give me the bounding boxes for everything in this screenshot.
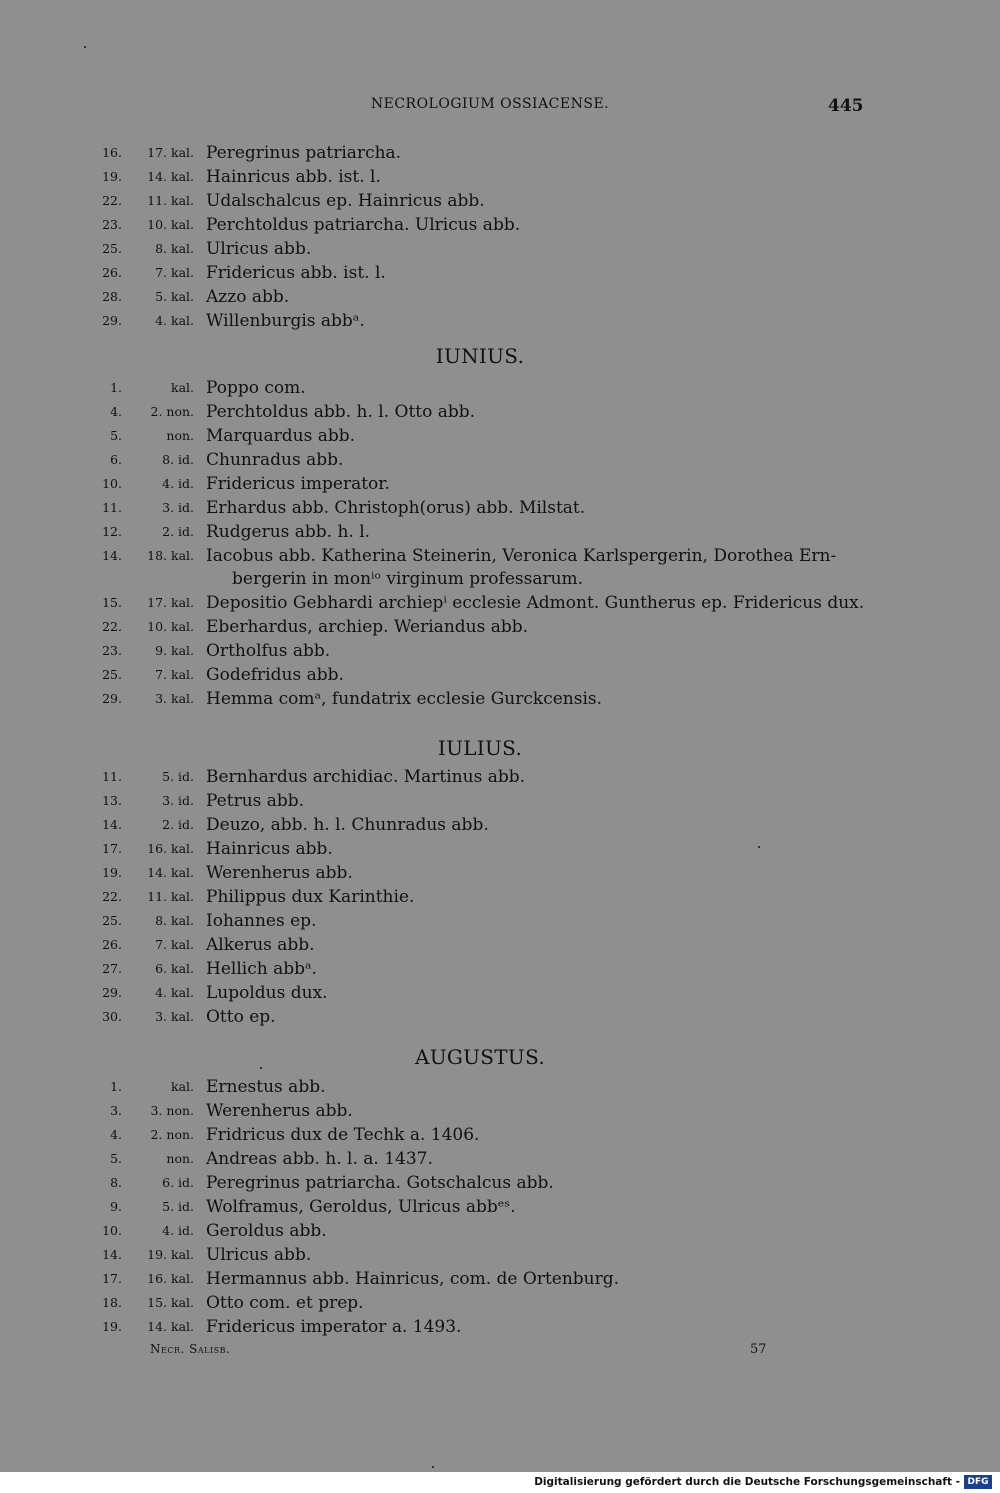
entry-day: 19. <box>102 169 122 184</box>
entry-day: 29. <box>102 691 122 706</box>
entry-day: 22. <box>102 889 122 904</box>
entry-day: 16. <box>102 145 122 160</box>
entry-day: 25. <box>102 241 122 256</box>
entry-text: Godefridus abb. <box>206 665 344 685</box>
entry-roman-date: 3. kal. <box>155 691 194 706</box>
entry-roman-date: 7. kal. <box>155 937 194 952</box>
entry-text: Ortholfus abb. <box>206 641 331 661</box>
entry-text: Otto ep. <box>206 1007 276 1027</box>
scan-speck <box>84 46 86 48</box>
entry-text: Erhardus abb. Christoph(orus) abb. Milstat. <box>206 498 586 518</box>
entry-text: Iohannes ep. <box>206 911 317 931</box>
entry-text: Fridericus abb. ist. l. <box>206 263 386 283</box>
entry-roman-date: 18. kal. <box>147 548 194 563</box>
entry-roman-date: 2. id. <box>162 524 194 539</box>
entry-day: 10. <box>102 476 122 491</box>
entry-text: Eberhardus, archiep. Weriandus abb. <box>206 617 529 637</box>
entry-text: Peregrinus patriarcha. Gotschalcus abb. <box>206 1173 554 1193</box>
entry-day: 8. <box>110 1175 122 1190</box>
entry-day: 25. <box>102 667 122 682</box>
entry-day: 5. <box>110 428 122 443</box>
entry-day: 23. <box>102 217 122 232</box>
entry-text: Petrus abb. <box>206 791 305 811</box>
entry-roman-date: 4. id. <box>162 1223 194 1238</box>
entry-text: Hellich abbᵃ. <box>206 959 317 979</box>
entry-roman-date: non. <box>166 1151 194 1166</box>
entry-day: 22. <box>102 193 122 208</box>
entry-text: Udalschalcus ep. Hainricus abb. <box>206 191 485 211</box>
entry-roman-date: 5. id. <box>162 1199 194 1214</box>
entry-text: Wolframus, Geroldus, Ulricus abbᵉˢ. <box>206 1197 516 1217</box>
entry-text <box>206 545 866 591</box>
entry-roman-date: 8. kal. <box>155 913 194 928</box>
entry-text: Andreas abb. h. l. a. 1437. <box>206 1149 433 1169</box>
entry-text: Werenherus abb. <box>206 863 353 883</box>
entry-roman-date: 14. kal. <box>147 865 194 880</box>
entry-day: 4. <box>110 1127 122 1142</box>
entry-day: 10. <box>102 1223 122 1238</box>
entry-roman-date: 2. non. <box>150 1127 194 1142</box>
entry-roman-date: 2. non. <box>150 404 194 419</box>
entry-text: Geroldus abb. <box>206 1221 327 1241</box>
entry-text-continuation: bergerin in monⁱᵒ virginum professarum. <box>232 569 584 589</box>
entry-roman-date: 9. kal. <box>155 643 194 658</box>
entry-text: Perchtoldus abb. h. l. Otto abb. <box>206 402 476 422</box>
entry-text: Werenherus abb. <box>206 1101 353 1121</box>
entry-day: 11. <box>102 769 122 784</box>
entry-day: 15. <box>102 595 122 610</box>
entry-roman-date: 14. kal. <box>147 1319 194 1334</box>
entry-roman-date: 14. kal. <box>147 169 194 184</box>
entry-text: Willenburgis abbᵃ. <box>206 311 365 331</box>
entry-day: 22. <box>102 619 122 634</box>
entry-day: 23. <box>102 643 122 658</box>
dfg-logo-icon: DFG <box>964 1475 992 1489</box>
entry-roman-date: 16. kal. <box>147 1271 194 1286</box>
entry-roman-date: 3. kal. <box>155 1009 194 1024</box>
entry-roman-date: 3. id. <box>162 500 194 515</box>
entry-day: 4. <box>110 404 122 419</box>
entry-day: 3. <box>110 1103 122 1118</box>
entry-day: 19. <box>102 865 122 880</box>
entry-text: Poppo com. <box>206 378 306 398</box>
entry-text: Ulricus abb. <box>206 1245 312 1265</box>
entry-roman-date: kal. <box>171 1079 194 1094</box>
entry-roman-date: 5. id. <box>162 769 194 784</box>
entry-day: 14. <box>102 548 122 563</box>
entry-roman-date: 4. id. <box>162 476 194 491</box>
month-heading: IULIUS. <box>437 736 523 760</box>
entry-roman-date: 3. non. <box>150 1103 194 1118</box>
entry-day: 9. <box>110 1199 122 1214</box>
entry-text: Deuzo, abb. h. l. Chunradus abb. <box>206 815 489 835</box>
entry-day: 30. <box>102 1009 122 1024</box>
entry-roman-date: 7. kal. <box>155 667 194 682</box>
entry-text: Azzo abb. <box>206 287 290 307</box>
scan-speck <box>758 846 760 848</box>
entry-text: Hainricus abb. ist. l. <box>206 167 381 187</box>
entry-roman-date: 19. kal. <box>147 1247 194 1262</box>
entry-day: 19. <box>102 1319 122 1334</box>
entry-day: 18. <box>102 1295 122 1310</box>
entry-day: 11. <box>102 500 122 515</box>
entry-roman-date: 2. id. <box>162 817 194 832</box>
entry-roman-date: non. <box>166 428 194 443</box>
entry-text: Hermannus abb. Hainricus, com. de Ortenburg. <box>206 1269 620 1289</box>
entry-roman-date: 8. kal. <box>155 241 194 256</box>
entry-text: Fridricus dux de Techk a. 1406. <box>206 1125 480 1145</box>
entry-roman-date: 6. kal. <box>155 961 194 976</box>
running-title: NECROLOGIUM OSSIACENSE. <box>370 96 610 112</box>
entry-day: 17. <box>102 841 122 856</box>
entry-day: 5. <box>110 1151 122 1166</box>
footer-sheet-number: 57 <box>750 1342 767 1357</box>
entry-text: Hainricus abb. <box>206 839 333 859</box>
entry-day: 1. <box>110 380 122 395</box>
entry-text: Ernestus abb. <box>206 1077 326 1097</box>
entry-day: 29. <box>102 985 122 1000</box>
entry-text: Fridericus imperator. <box>206 474 390 494</box>
entry-day: 26. <box>102 937 122 952</box>
entry-text: Peregrinus patriarcha. <box>206 143 402 163</box>
entry-text: Otto com. et prep. <box>206 1293 364 1313</box>
entry-day: 27. <box>102 961 122 976</box>
entry-roman-date: 3. id. <box>162 793 194 808</box>
entry-day: 6. <box>110 452 122 467</box>
entry-text-line: Iacobus abb. Katherina Steinerin, Veronica Karlspergerin, Dorothea Ern- <box>206 546 837 566</box>
entry-day: 17. <box>102 1271 122 1286</box>
entry-day: 29. <box>102 313 122 328</box>
scan-speck <box>432 1466 434 1468</box>
entry-roman-date: 4. kal. <box>155 313 194 328</box>
entry-roman-date: 5. kal. <box>155 289 194 304</box>
entry-text: Fridericus imperator a. 1493. <box>206 1317 462 1337</box>
entry-roman-date: 7. kal. <box>155 265 194 280</box>
entry-text: Rudgerus abb. h. l. <box>206 522 371 542</box>
footer-signature: Necr. Salisb. <box>150 1342 231 1356</box>
entry-text: Hemma comᵃ, fundatrix ecclesie Gurckcensis. <box>206 689 603 709</box>
entry-roman-date: 17. kal. <box>147 145 194 160</box>
entry-roman-date: 10. kal. <box>147 619 194 634</box>
entry-day: 26. <box>102 265 122 280</box>
entry-roman-date: 10. kal. <box>147 217 194 232</box>
entry-text: Perchtoldus patriarcha. Ulricus abb. <box>206 215 521 235</box>
entry-roman-date: 16. kal. <box>147 841 194 856</box>
entry-day: 14. <box>102 817 122 832</box>
entry-roman-date: 11. kal. <box>147 889 194 904</box>
entry-roman-date: 11. kal. <box>147 193 194 208</box>
entry-roman-date: 4. kal. <box>155 985 194 1000</box>
page-number: 445 <box>828 96 864 116</box>
month-heading: AUGUSTUS. <box>414 1045 546 1069</box>
dfg-banner <box>0 1472 1000 1493</box>
entry-text: Chunradus abb. <box>206 450 344 470</box>
entry-text: Alkerus abb. <box>206 935 315 955</box>
entry-roman-date: 17. kal. <box>147 595 194 610</box>
month-heading: IUNIUS. <box>435 344 525 368</box>
entry-roman-date: 15. kal. <box>147 1295 194 1310</box>
entry-day: 13. <box>102 793 122 808</box>
entry-day: 1. <box>110 1079 122 1094</box>
entry-roman-date: kal. <box>171 380 194 395</box>
entry-roman-date: 6. id. <box>162 1175 194 1190</box>
dfg-banner-text: Digitalisierung gefördert durch die Deutsche Forschungsgemeinschaft - <box>534 1476 960 1488</box>
entry-text: Philippus dux Karinthie. <box>206 887 415 907</box>
entry-text: Bernhardus archidiac. Martinus abb. <box>206 767 526 787</box>
scan-speck <box>260 1067 262 1069</box>
entry-day: 14. <box>102 1247 122 1262</box>
entry-text: Lupoldus dux. <box>206 983 328 1003</box>
entry-day: 28. <box>102 289 122 304</box>
entry-text: Depositio Gebhardi archiepⁱ ecclesie Admont. Guntherus ep. Fridericus dux. <box>206 593 865 613</box>
entry-text: Ulricus abb. <box>206 239 312 259</box>
entry-day: 12. <box>102 524 122 539</box>
entry-day: 25. <box>102 913 122 928</box>
entry-roman-date: 8. id. <box>162 452 194 467</box>
page-header <box>0 96 1000 118</box>
entry-text: Marquardus abb. <box>206 426 356 446</box>
